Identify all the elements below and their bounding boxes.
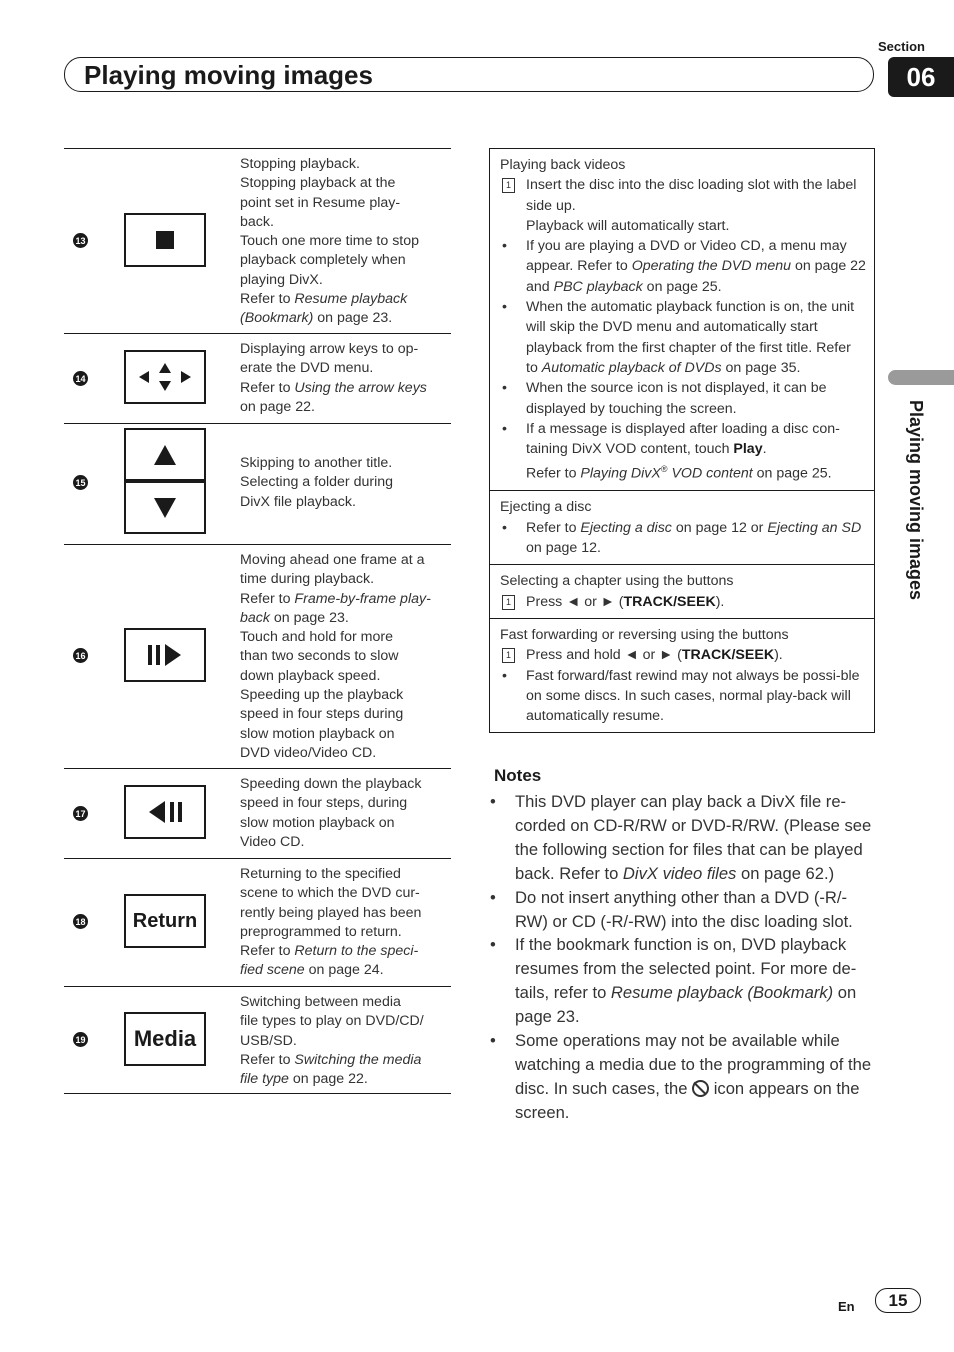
row-number: 18 [73, 914, 88, 929]
table-row [64, 148, 451, 333]
side-tab-text: Playing moving images [906, 400, 926, 601]
row-description: Skipping to another title. Selecting a folder during DivX file playback. [240, 455, 394, 510]
frame-advance-icon [147, 642, 183, 668]
ejecting-section [490, 490, 874, 564]
step-item: 1 Insert the disc into the disc loading slot with the label side up. Playback will automatically start. [500, 175, 866, 236]
notes-title: Notes [494, 766, 542, 785]
step-item: 1 Press and hold ◄ or ► (TRACK/SEEK). [500, 645, 866, 665]
fast-forward-section [490, 618, 874, 732]
table-row [64, 544, 451, 768]
chapter-section [490, 564, 874, 618]
page-title: Playing moving images [84, 60, 373, 90]
media-button-label: Media [133, 1026, 197, 1051]
triangle-down-icon [152, 497, 178, 519]
row-number: 15 [73, 475, 88, 490]
table-row [64, 768, 451, 858]
stop-icon [154, 229, 176, 251]
row-number: 17 [73, 806, 88, 821]
bullet-item: • Fast forward/fast rewind may not always be possi-ble on some discs. In such cases, normal play-back will automatically resume. [502, 667, 860, 725]
language-label: En [838, 1299, 855, 1314]
media-button [124, 1012, 206, 1066]
row-description: Speeding down the playback speed in four steps, during slow motion playback on Video CD. [240, 776, 422, 850]
return-button [124, 894, 206, 948]
row-description: Displaying arrow keys to op- erate the DVD menu. Refer to Using the arrow keys on page 22. [240, 341, 427, 415]
table-row [64, 333, 451, 423]
procedure-box [489, 148, 875, 733]
row-number: 19 [73, 1032, 88, 1047]
row-number: 13 [73, 233, 88, 248]
arrow-keys-button [124, 350, 206, 404]
arrow-keys-icon [137, 360, 193, 394]
note-item: • If the bookmark function is on, DVD playback resumes from the selected point. For more de-tails, refer to Resume playback (Bookmark) on page 23. [490, 935, 857, 1027]
table-row [64, 423, 451, 544]
row-description: Moving ahead one frame at a time during playback. Refer to Frame-by-frame play- back on page 23. Touch and hold for more than two seconds to slow down playback speed. Speeding up the playback speed in four steps during slow motion playback on DVD video/Video CD. [240, 552, 431, 761]
notes [490, 766, 874, 1125]
page-number: 15 [875, 1288, 921, 1313]
bullet-item: • Refer to Ejecting a disc on page 12 or Ejecting an SD on page 12. [502, 519, 862, 557]
button-table [64, 148, 451, 1094]
side-tab [888, 400, 932, 670]
row-number: 16 [73, 648, 88, 663]
return-button-label: Return [132, 909, 198, 932]
playing-section [490, 149, 874, 490]
section-heading: Ejecting a disc [500, 499, 592, 516]
bullet-item: • If a message is displayed after loading a disc con-taining DivX VOD content, touch Play. Refer to Playing DivX® VOD content on page 25. [502, 420, 840, 483]
row-number: 14 [73, 371, 88, 386]
prohibited-icon [692, 1080, 709, 1097]
row-description: Returning to the specified scene to which the DVD cur- rently being played has been preprogrammed to return. Refer to Return to the speci- fied scene on page 24. [240, 866, 422, 979]
section-heading: Selecting a chapter using the buttons [500, 573, 734, 590]
section-label: Section [878, 39, 925, 54]
note-item: • This DVD player can play back a DivX file re-corded on CD-R/RW or DVD-R/RW. (Please see the following section for files that can be played back. Refer to DivX video files on page 62.) [490, 792, 872, 883]
stop-button [124, 213, 206, 267]
frame-advance-button [124, 628, 206, 682]
row-description: Switching between media file types to play on DVD/CD/ USB/SD. Refer to Switching the media file type on page 22. [240, 994, 424, 1088]
bullet-item: • When the source icon is not displayed, it can be displayed by touching the screen. [502, 380, 827, 417]
note-item: • Do not insert anything other than a DVD (-R/-RW) or CD (-R/-RW) into the disc loading slot. [490, 887, 853, 931]
table-row [64, 986, 451, 1094]
table-row [64, 858, 451, 986]
skip-up-button [124, 428, 206, 481]
skip-down-button [124, 481, 206, 534]
bullet-item: • When the automatic playback function is on, the unit will skip the DVD menu and automatically start playback from the first chapter of the first title. Refer to Automatic playback of DVDs on page 35. [502, 299, 855, 376]
step-item: 1 Press ◄ or ► (TRACK/SEEK). [500, 592, 866, 612]
section-heading: Playing back videos [500, 157, 626, 173]
row-description: Stopping playback. Stopping playback at the point set in Resume play- back. Touch one more time to stop playback completely when playing DivX. Refer to Resume playback (Bookmark) on page 23. [240, 156, 420, 327]
side-tab-marker [888, 370, 954, 385]
triangle-up-icon [152, 444, 178, 466]
bullet-item: • If you are playing a DVD or Video CD, a menu may appear. Refer to Operating the DVD menu on page 22 and PBC playback on page 25. [502, 238, 866, 295]
section-heading: Fast forwarding or reversing using the buttons [500, 626, 789, 643]
slow-reverse-button [124, 785, 206, 839]
slow-reverse-icon [147, 799, 183, 825]
note-item: • Some operations may not be available while watching a media due to the programming of the disc. In such cases, the icon appears on the screen. [490, 1031, 872, 1122]
section-number-badge: 06 [888, 57, 954, 97]
